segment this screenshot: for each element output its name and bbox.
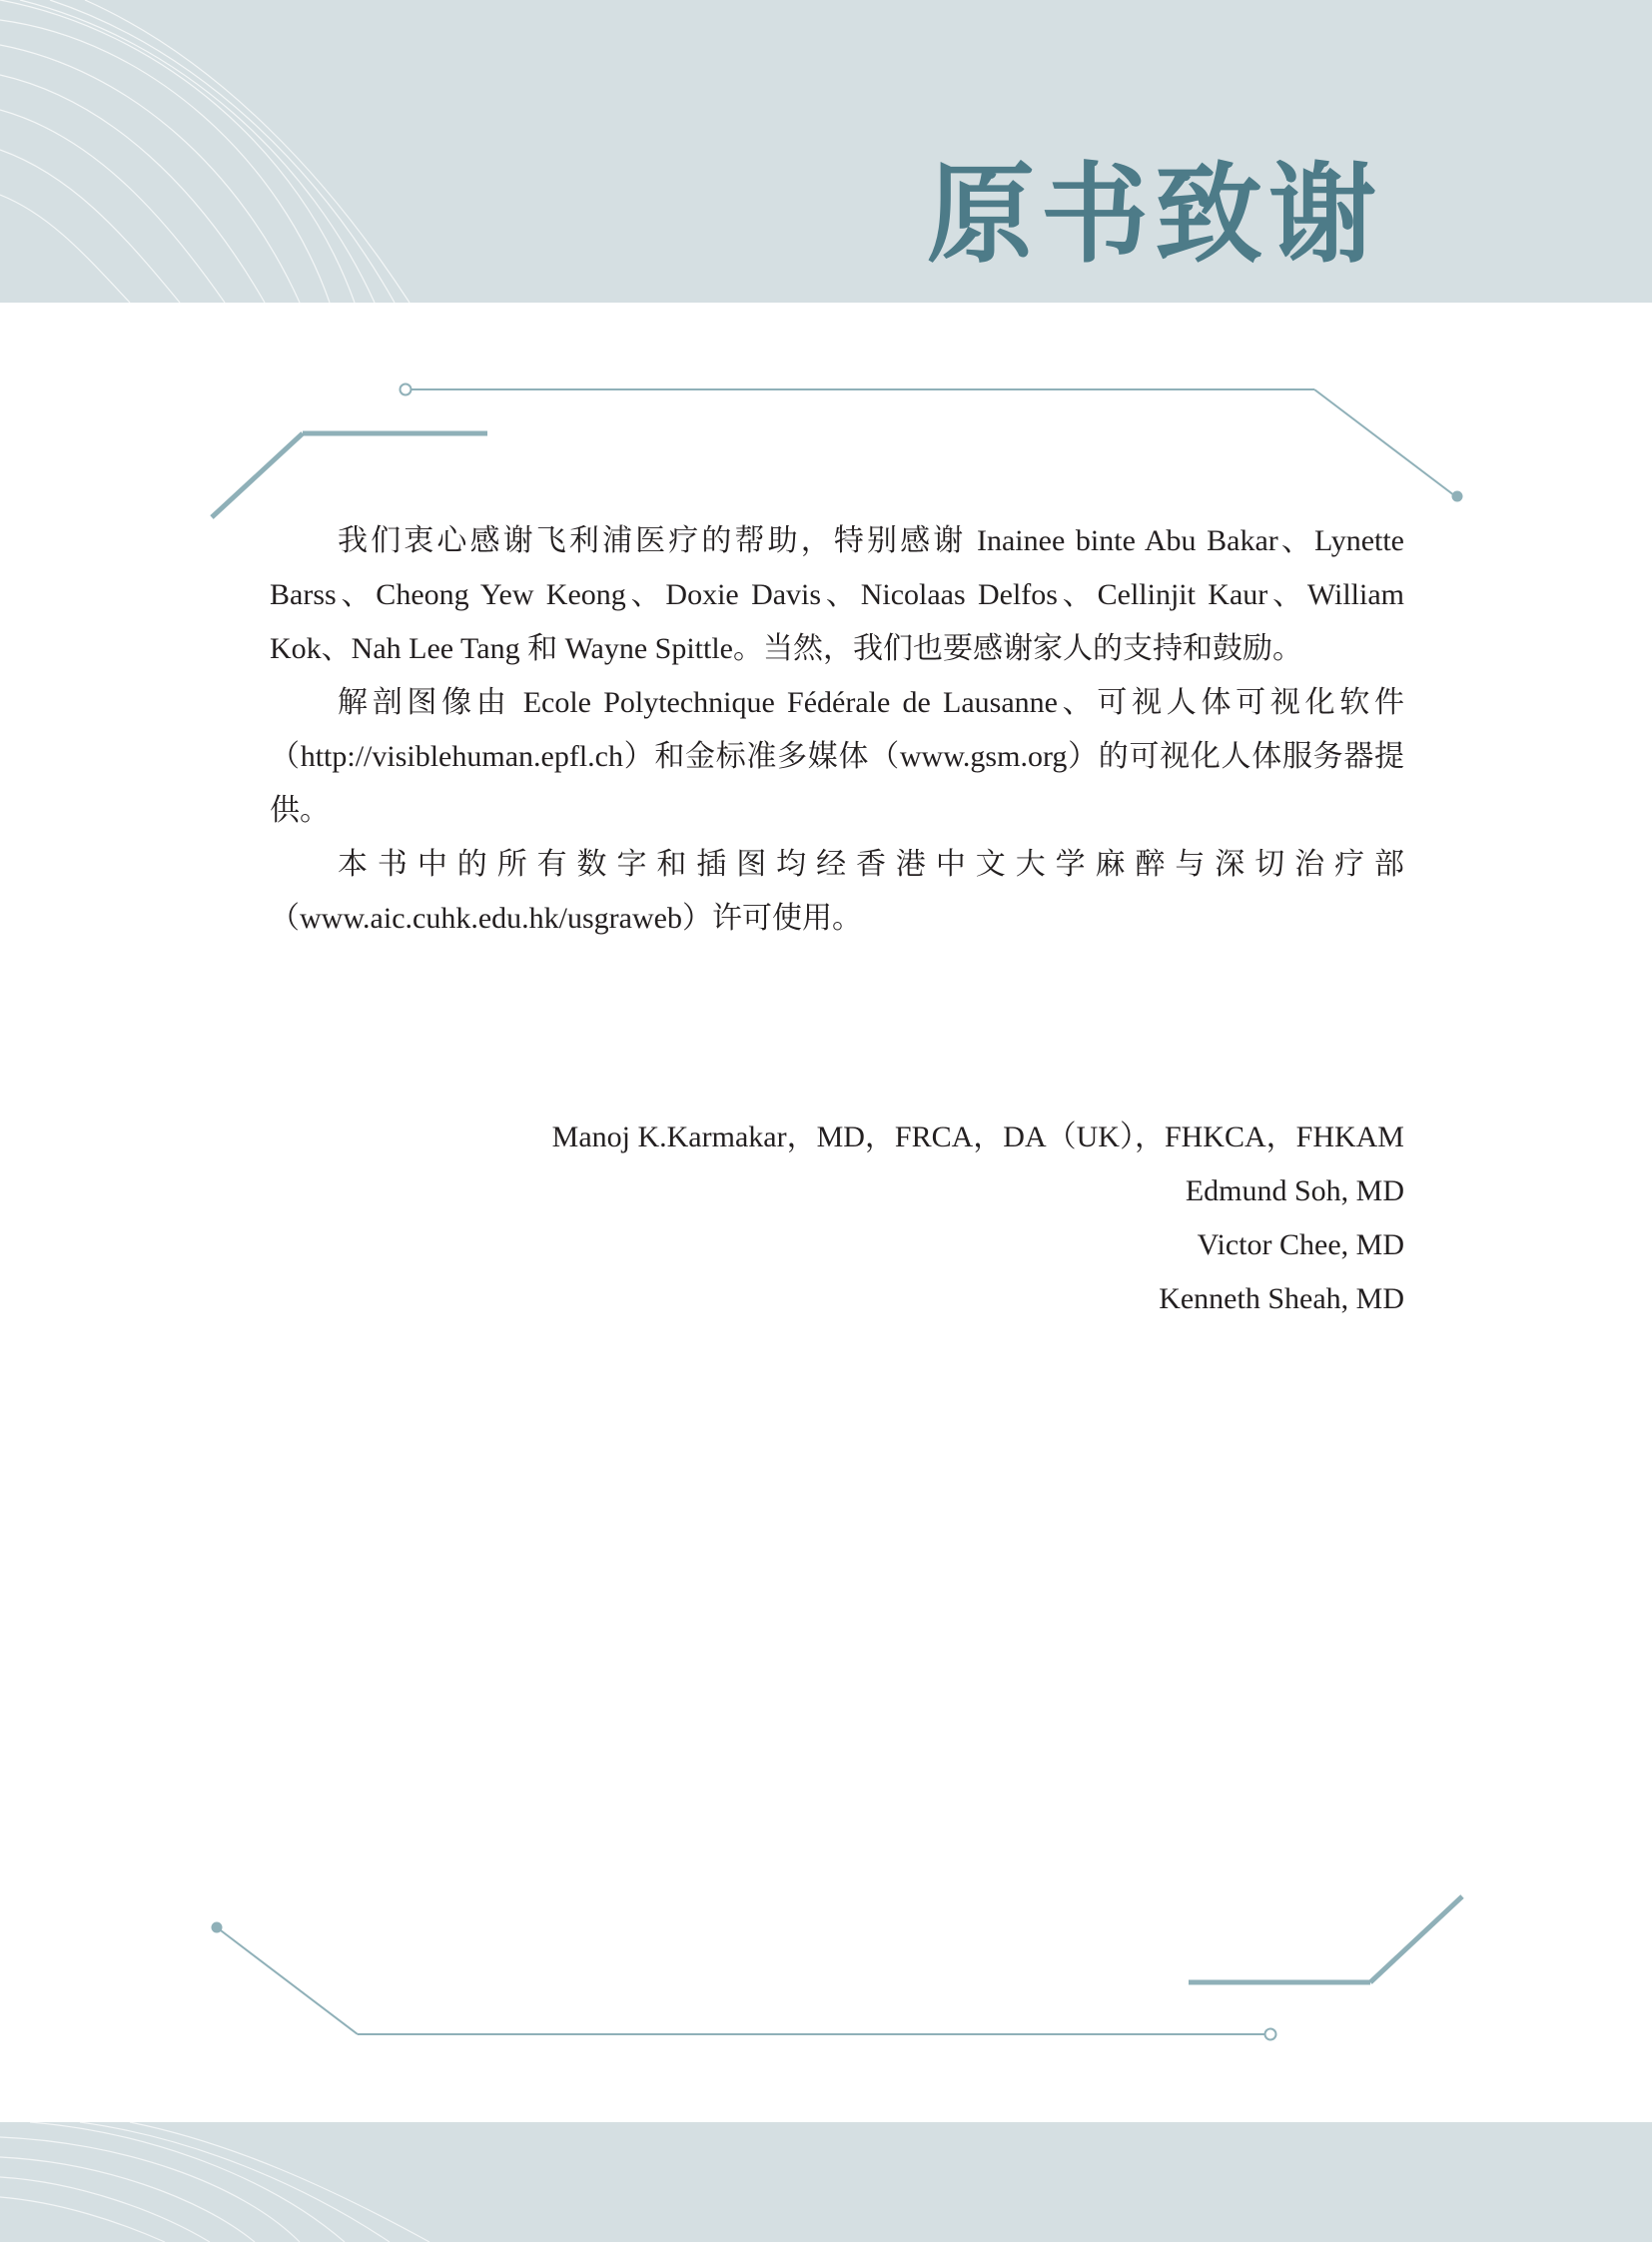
signature-author: Kenneth Sheah, MD (1159, 1282, 1404, 1315)
acknowledgement-body (270, 514, 1404, 946)
signature-author: Manoj K.Karmakar，MD，FRCA，DA（UK），FHKCA，FHKAM (551, 1121, 1404, 1153)
page-title: 原书致谢 (926, 153, 1382, 278)
paragraph-thanks: 我们衷心感谢飞利浦医疗的帮助，特别感谢 Inainee binte Abu Bakar、Lynette Barss、Cheong Yew Keong、Doxie Davis、Nicolaas Delfos、Cellinjit Kaur、William Kok、Nah Lee Tang 和 Wayne Spittle。当然，我们也要感谢家人的支持和鼓励。 (270, 524, 1404, 665)
footer-curve-lines (0, 2122, 1652, 2242)
signature-block (552, 1111, 1404, 1326)
signature-author: Victor Chee, MD (1197, 1228, 1404, 1261)
paragraph-permissions: 本书中的所有数字和插图均经香港中文大学麻醉与深切治疗部（www.aic.cuhk.edu.hk/usgraweb）许可使用。 (270, 848, 1404, 935)
paragraph-anatomy-images: 解剖图像由 Ecole Polytechnique Fédérale de Lausanne、可视人体可视化软件（http://visiblehuman.epfl.ch）和金标准多媒体（www.gsm.org）的可视化人体服务器提供。 (270, 686, 1404, 827)
signature-author: Edmund Soh, MD (1185, 1174, 1404, 1207)
footer-band (0, 2122, 1652, 2242)
